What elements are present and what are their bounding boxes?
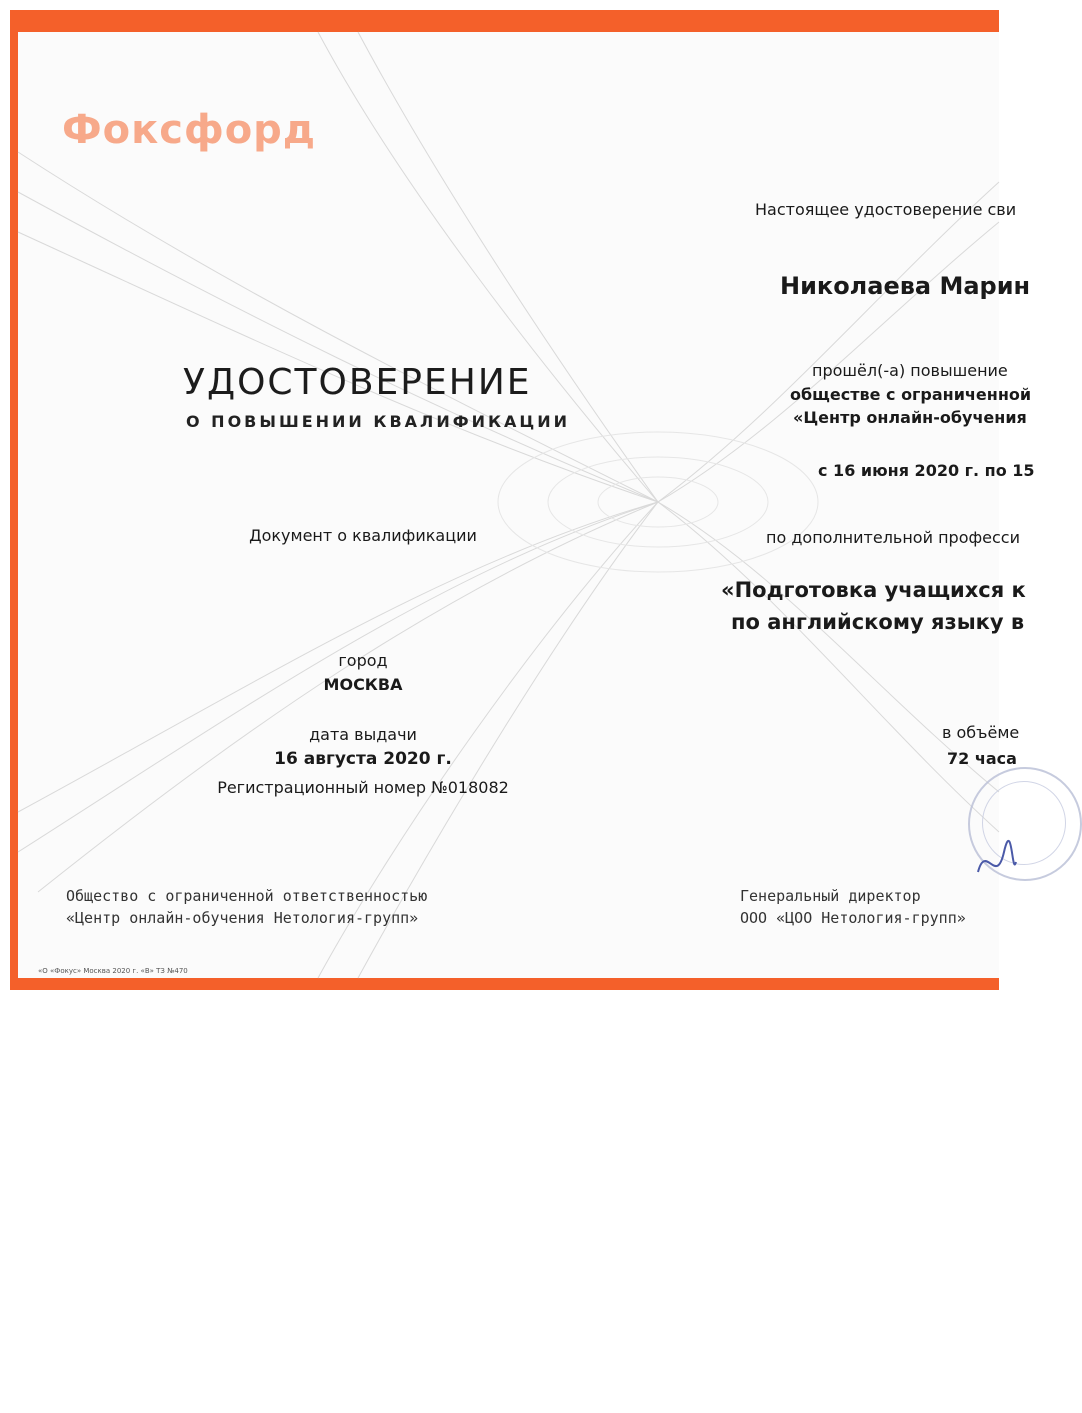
registration-number: Регистрационный номер №018082: [217, 778, 509, 797]
issuer-org-line2: «Центр онлайн-обучения Нетология-групп»: [66, 909, 419, 927]
issue-date: 16 августа 2020 г.: [274, 749, 452, 769]
training-period: с 16 июня 2020 г. по 15: [818, 461, 1035, 480]
intro-text: Настоящее удостоверение сви: [755, 200, 1017, 219]
issue-date-label: дата выдачи: [309, 725, 417, 744]
issuer-org-line1: Общество с ограниченной ответственностью: [66, 887, 428, 905]
guilloche-background: [18, 32, 999, 978]
printer-note: «О «Фокус» Москва 2020 г. «В» ТЗ №470: [38, 967, 188, 975]
volume-value: 72 часа: [947, 749, 1017, 768]
course-text-line1: прошёл(-а) повышение: [812, 361, 1008, 380]
issuer-organization: [66, 885, 427, 929]
foxford-logo: Фоксфорд: [62, 107, 317, 153]
volume-label: в объёме: [942, 723, 1020, 742]
director-signature: [976, 832, 1016, 892]
certificate-sheet: [10, 10, 1035, 990]
city-value: МОСКВА: [323, 675, 403, 694]
program-intro: по дополнительной професси: [766, 528, 1020, 547]
city-label: город: [338, 651, 388, 670]
document-type-label: Документ о квалификации: [249, 526, 477, 545]
course-text-line3: «Центр онлайн-обучения: [793, 408, 1027, 427]
program-title-line1: «Подготовка учащихся к: [721, 578, 1026, 602]
certificate-title: УДОСТОВЕРЕНИЕ: [183, 362, 532, 403]
director-block: [740, 885, 966, 929]
director-organization: ООО «ЦОО Нетология-групп»: [740, 909, 966, 927]
recipient-name: Николаева Марин: [780, 272, 1031, 300]
course-text-line2: обществе с ограниченной: [790, 385, 1032, 404]
director-title: Генеральный директор: [740, 887, 921, 905]
certificate-subtitle: О ПОВЫШЕНИИ КВАЛИФИКАЦИИ: [186, 412, 571, 431]
certificate-paper: [18, 32, 1035, 978]
program-title-line2: по английскому языку в: [731, 610, 1025, 634]
